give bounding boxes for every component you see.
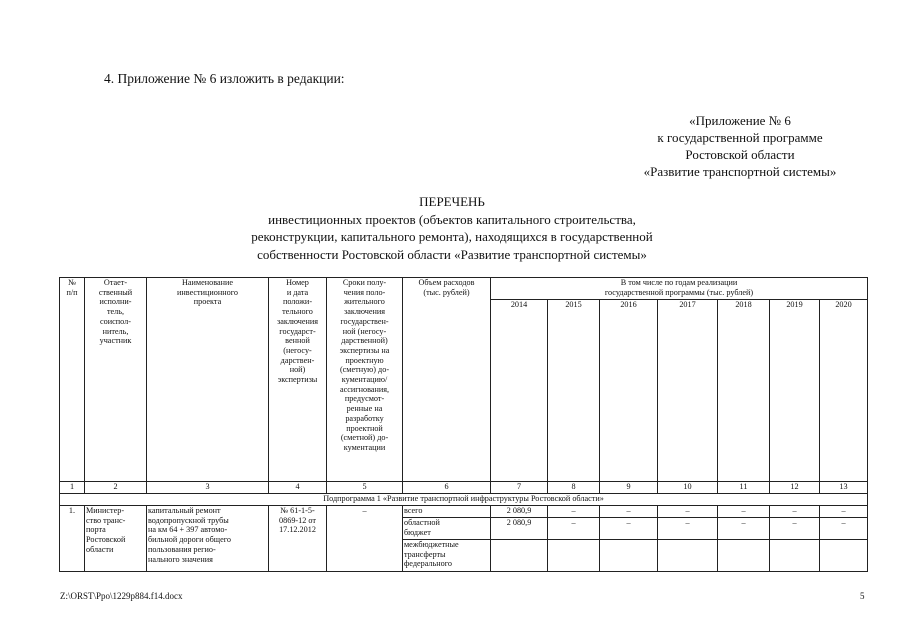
header-expertise-dates: Сроки полу- чения поло- жительного заключения государствен- ной (негосу- дарственной) экспертизы на проектную (сметную) до- кументацию/ ассигнования, предусмот- ренные на разработку проектной (сметной) до- кументации [327, 278, 403, 482]
header-num: № п/п [60, 278, 85, 482]
funding-label: межбюджетные трансферты федерального [403, 540, 491, 572]
header-project-name: Наименование инвестиционного проекта [147, 278, 269, 482]
header-by-years: В том числе по годам реализации государственной программы (тыс. рублей) [491, 278, 868, 300]
year-header: 2020 [820, 300, 868, 482]
header-responsible: Отает- ственный исполни- тель, соиспол- нитель, участник [85, 278, 147, 482]
funding-value: – [548, 506, 600, 518]
funding-value [718, 540, 770, 572]
funding-value: – [820, 506, 868, 518]
funding-label: областной бюджет [403, 518, 491, 540]
column-number: 10 [658, 482, 718, 494]
funding-value: – [600, 506, 658, 518]
column-number: 4 [269, 482, 327, 494]
column-number: 1 [60, 482, 85, 494]
column-number: 7 [491, 482, 548, 494]
column-number: 5 [327, 482, 403, 494]
column-number: 11 [718, 482, 770, 494]
funding-value [600, 540, 658, 572]
row-project-name: капитальный ремонт водопропускной трубы на км 64 + 397 автомо- бильной дороги общего пользования регио- нального значения [147, 506, 269, 572]
funding-value: 2 080,9 [491, 506, 548, 518]
title-line: собственности Ростовской области «Развитие транспортной системы» [257, 246, 647, 262]
year-header: 2015 [548, 300, 600, 482]
column-number: 3 [147, 482, 269, 494]
funding-value [770, 540, 820, 572]
header-expertise-number: Номер и дата положи- тельного заключения государст- венной (негосу- дарствен- ной) экспертизы [269, 278, 327, 482]
funding-value: – [718, 506, 770, 518]
appendix-line: «Развитие транспортной системы» [643, 164, 837, 179]
funding-value [491, 540, 548, 572]
row-expertise-number: № 61-1-5- 0869-12 от 17.12.2012 [269, 506, 327, 572]
funding-value: – [658, 506, 718, 518]
funding-value: – [770, 518, 820, 540]
intro-text: 4. Приложение № 6 изложить в редакции: [104, 71, 345, 86]
column-number: 2 [85, 482, 147, 494]
funding-value [658, 540, 718, 572]
funding-value: – [770, 506, 820, 518]
footer-file-path: Z:\ORST\Ppo\1229p884.f14.docx [60, 591, 183, 601]
column-number: 12 [770, 482, 820, 494]
funding-value: – [820, 518, 868, 540]
appendix-line: Ростовской области [685, 147, 795, 162]
year-header: 2019 [770, 300, 820, 482]
column-number: 13 [820, 482, 868, 494]
header-expenses: Объем расходов (тыс. рублей) [403, 278, 491, 482]
funding-value: – [548, 518, 600, 540]
subprogram-title: Подпрограмма 1 «Развитие транспортной инфраструктуры Ростовской области» [60, 494, 868, 506]
funding-value: – [718, 518, 770, 540]
year-header: 2014 [491, 300, 548, 482]
funding-value: – [658, 518, 718, 540]
column-number: 8 [548, 482, 600, 494]
column-number: 9 [600, 482, 658, 494]
funding-value [820, 540, 868, 572]
title-line: инвестиционных проектов (объектов капитального строительства, [268, 211, 636, 227]
row-expertise-dates: – [327, 506, 403, 572]
year-header: 2017 [658, 300, 718, 482]
document-title [152, 193, 752, 263]
appendix-line: к государственной программе [657, 130, 823, 145]
column-number: 6 [403, 482, 491, 494]
funding-value: – [600, 518, 658, 540]
title-line: ПЕРЕЧЕНЬ [419, 194, 485, 209]
year-header: 2016 [600, 300, 658, 482]
title-line: реконструкции, капитального ремонта), находящихся в государственной [251, 229, 653, 244]
funding-value [548, 540, 600, 572]
page-number: 5 [860, 591, 865, 601]
appendix-header [560, 112, 905, 180]
row-responsible: Министер- ство транс- порта Ростовской области [85, 506, 147, 572]
funding-value: 2 080,9 [491, 518, 548, 540]
funding-label: всего [403, 506, 491, 518]
year-header: 2018 [718, 300, 770, 482]
appendix-line: «Приложение № 6 [689, 113, 791, 128]
row-num: 1. [60, 506, 85, 572]
investment-projects-table [59, 277, 868, 572]
